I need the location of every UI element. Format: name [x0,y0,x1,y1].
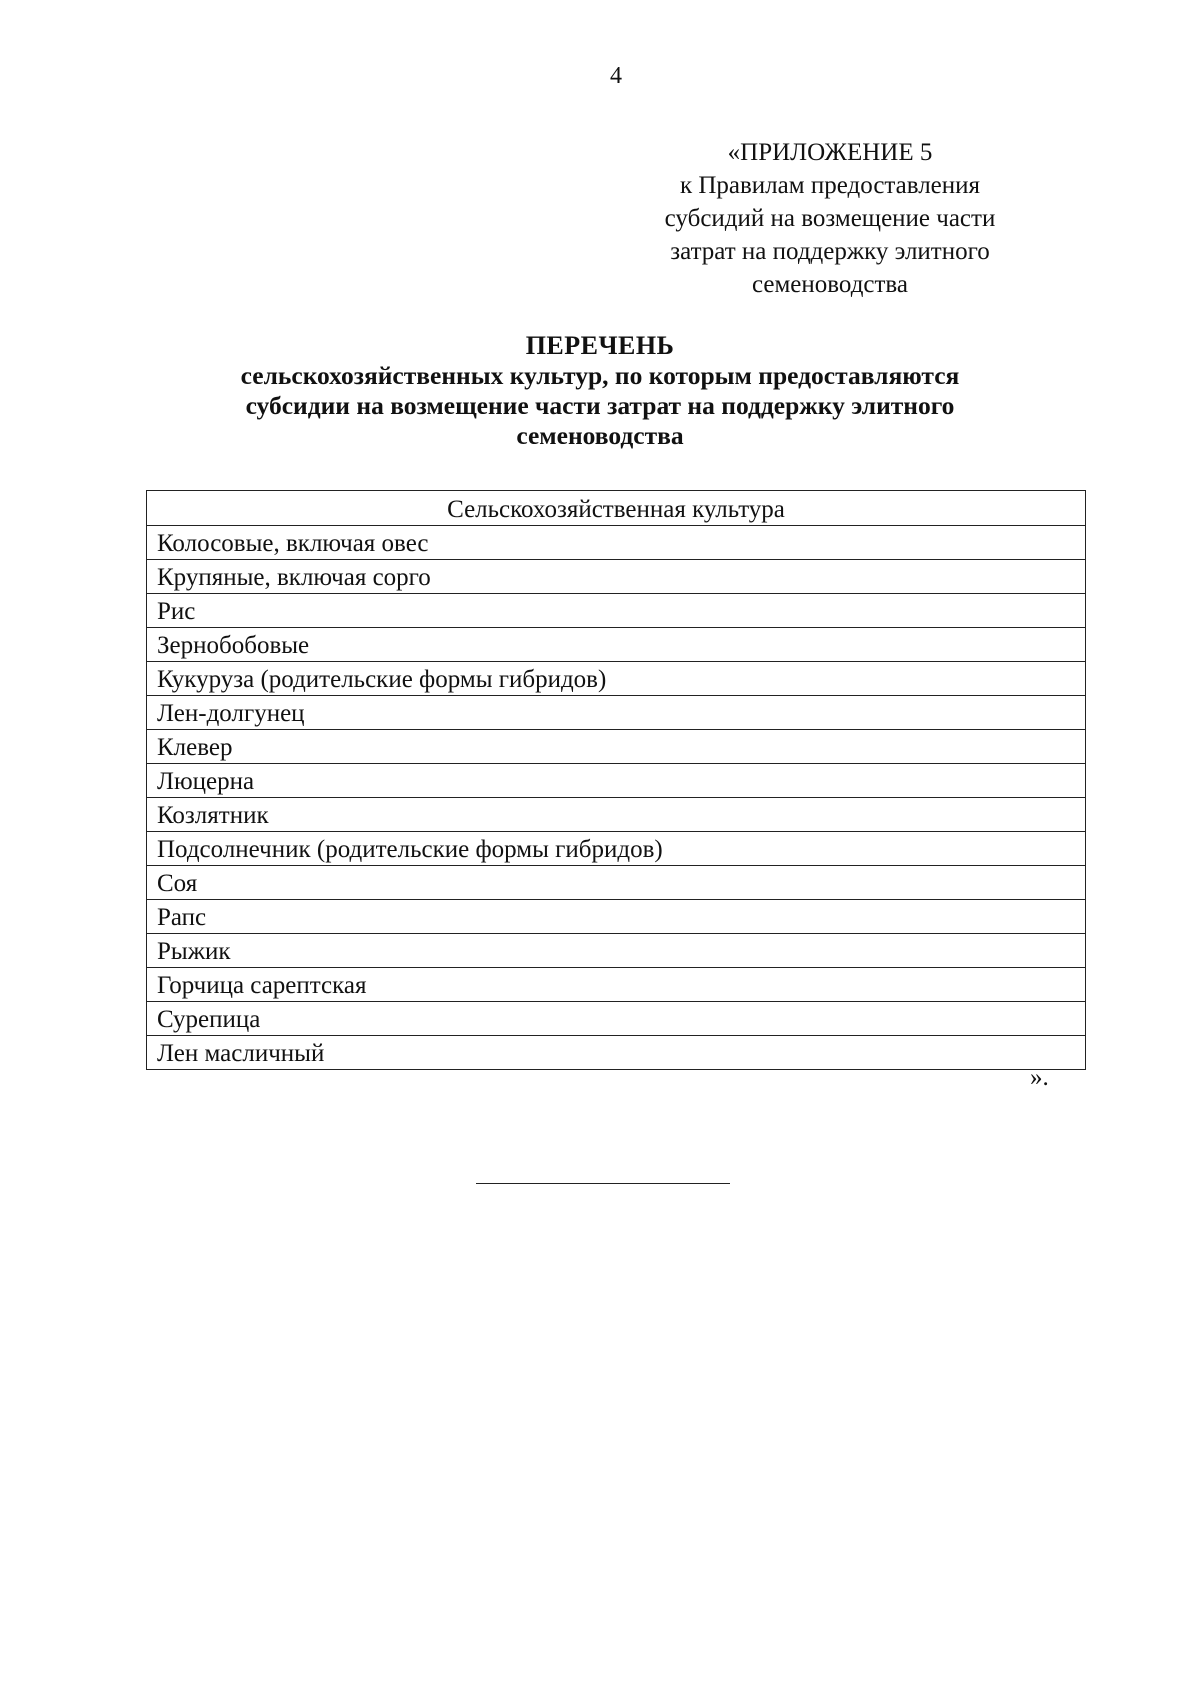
table-row [147,628,1086,662]
column-header-crop: Сельскохозяйственная культура [147,491,1086,526]
page-number: 4 [610,63,622,89]
crop-cell: Сурепица [147,1002,1086,1036]
crop-cell: Подсолнечник (родительские формы гибридов) [147,832,1086,866]
document-title [160,331,1040,451]
crop-cell: Соя [147,866,1086,900]
crop-cell: Лен-долгунец [147,696,1086,730]
table-row [147,866,1086,900]
appendix-block [640,136,1020,301]
table-header-row [147,491,1086,526]
table-row [147,764,1086,798]
crop-cell: Колосовые, включая овес [147,526,1086,560]
appendix-line: «ПРИЛОЖЕНИЕ 5 [727,139,933,166]
closing-quote-mark: ». [1030,1064,1049,1091]
crop-cell: Клевер [147,730,1086,764]
crop-cell: Крупяные, включая сорго [147,560,1086,594]
crop-cell: Рис [147,594,1086,628]
appendix-line: затрат на поддержку элитного [670,238,990,265]
table-row [147,526,1086,560]
crop-cell: Рыжик [147,934,1086,968]
crop-cell: Люцерна [147,764,1086,798]
table-row [147,662,1086,696]
table-row [147,696,1086,730]
crop-cell: Козлятник [147,798,1086,832]
title-line: субсидии на возмещение части затрат на поддержку элитного [245,391,955,420]
table-row [147,1036,1086,1070]
appendix-line: к Правилам предоставления [679,172,981,199]
title-line: семеноводства [516,421,684,450]
appendix-line: субсидий на возмещение части [664,205,996,232]
crop-cell: Рапс [147,900,1086,934]
table-row [147,934,1086,968]
crop-cell: Кукуруза (родительские формы гибридов) [147,662,1086,696]
crop-cell: Зернобобовые [147,628,1086,662]
title-line: сельскохозяйственных культур, по которым предоставляются [240,361,960,390]
table-row [147,594,1086,628]
table-row [147,730,1086,764]
title-heading: ПЕРЕЧЕНЬ [525,331,675,360]
table-row [147,798,1086,832]
table-row [147,900,1086,934]
crop-cell: Горчица сарептская [147,968,1086,1002]
table-row [147,1002,1086,1036]
crop-cell: Лен масличный [147,1036,1086,1070]
table-row [147,560,1086,594]
crops-table [146,490,1086,1070]
end-divider-line [476,1183,730,1184]
appendix-line: семеноводства [751,271,909,298]
table-row [147,968,1086,1002]
table-row [147,832,1086,866]
